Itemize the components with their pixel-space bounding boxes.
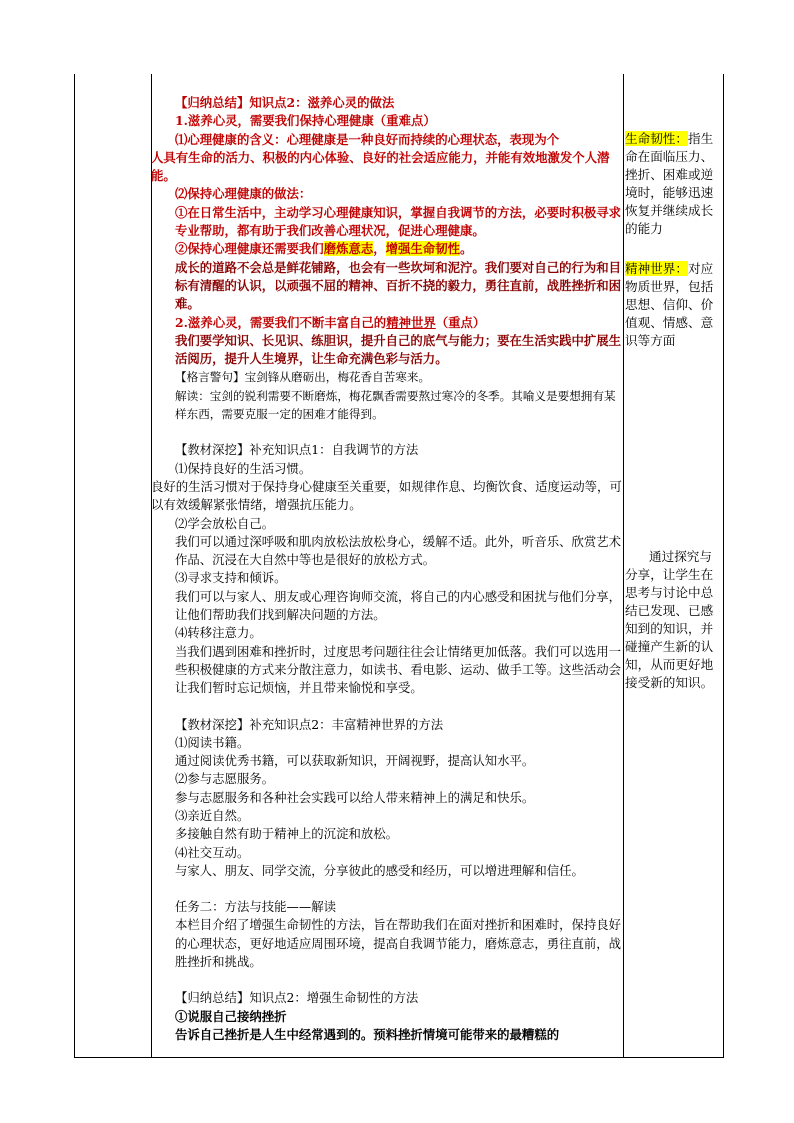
task-2-text: 本栏目介绍了增强生命韧性的方法，旨在帮助我们在面对挫折和困难时，保持良好的心理状态，更好地适应周围环境，提高自我调节能力，磨炼意志，勇往直前，战胜挫折和挑战。 [175, 917, 622, 970]
list-item-text: 我们可以通过深呼吸和肌肉放松法放松身心，缓解不适。此外，听音乐、欣赏艺术作品、沉浸在大自然中等也是很好的放松方式。 [175, 533, 622, 568]
paragraph-definition: ⑴心理健康的含义：心理健康是一种良好而持续的心理状态，表现为个 [175, 131, 560, 147]
list-item: ①说服自己接纳挫折 [175, 1008, 287, 1024]
list-item: ⑶亲近自然。 [175, 807, 250, 823]
side-note-term: 生命韧性： [625, 131, 688, 146]
side-note-spirit: 精神世界：对应物质世界，包括思想、信仰、价值观、情感、意识等方面 [625, 261, 714, 348]
paragraph-definition-cont: 人具有生命的活力、积极的内心体验、良好的社会适应能力，并能有效地激发个人潜能。 [151, 149, 610, 184]
table-border-bottom [74, 1057, 724, 1058]
summary-title: 【归纳总结】知识点2：增强生命韧性的方法 [175, 990, 419, 1006]
list-item: ⑷转移注意力。 [175, 625, 262, 641]
paragraph-spirit: 我们要学知识、长见识、练胆识，提升自己的底气与能力；要在生活实践中扩展生活阅历，提升人生境界，让生命充满色彩与活力。 [175, 332, 622, 367]
table-border-right [723, 74, 724, 1058]
motto: 【格言警句】宝剑锋从磨砺出，梅花香自苦寒来。 [175, 370, 431, 385]
list-item-text: 告诉自己挫折是人生中经常遇到的。预料挫折情境可能带来的最糟糕的 [175, 1026, 560, 1042]
list-item-text: 与家人、朋友、同学交流，分享彼此的感受和经历，可以增进理解和信任。 [175, 862, 584, 878]
highlight-resilience: 增强生命韧性 [385, 241, 460, 257]
main-content [151, 94, 623, 1044]
list-item: ⑶寻求支持和倾诉。 [175, 570, 287, 586]
list-item-text: 通过阅读优秀书籍，可以获取新知识，开阔视野，提高认知水平。 [175, 753, 535, 769]
heading-1: 1.滋养心灵，需要我们保持心理健康（重难点） [175, 113, 436, 129]
list-item: ⑵参与志愿服务。 [175, 771, 275, 787]
paragraph-growth: 成长的道路不会总是鲜花铺路，也会有一些坎坷和泥泞。我们要对自己的行为和目标有清醒的认识，以顽强不屈的精神、百折不挠的毅力，勇往直前，战胜挫折和困难。 [175, 259, 622, 312]
supplement-2-title: 【教材深挖】补充知识点2：丰富精神世界的方法 [175, 716, 444, 732]
side-note-term: 精神世界： [625, 261, 688, 276]
list-item-text: 多接触自然有助于精神上的沉淀和放松。 [175, 826, 399, 842]
list-item: ⑵学会放松自己。 [175, 515, 275, 531]
list-item-text: 当我们遇到困难和挫折时，过度思考问题往往会让情绪更加低落。我们可以选用一些积极健康的方式来分散注意力，如读书、看电影、运动、做手工等。这些活动会让我们暂时忘记烦恼，并且带来愉悦和享受。 [175, 643, 622, 696]
list-item-text: 我们可以与家人、朋友或心理咨询师交流，将自己的内心感受和困扰与他们分享，让他们帮助我们找到解决问题的方法。 [175, 588, 622, 623]
section-title: 【归纳总结】知识点2：滋养心灵的做法 [175, 95, 395, 110]
highlight-willpower: 磨炼意志 [323, 241, 374, 257]
motto-explanation: 解读：宝剑的锐利需要不断磨炼，梅花飘香需要熬过寒冷的冬季。其喻义是要想拥有某样东西，需要克服一定的困难才能得到。 [175, 388, 616, 422]
heading-2: 2.滋养心灵，需要我们不断丰富自己的精神世界（重点） [175, 314, 486, 330]
supplement-1-title: 【教材深挖】补充知识点1：自我调节的方法 [175, 442, 419, 458]
list-item: ⑴阅读书籍。 [175, 734, 250, 750]
list-item: ⑷社交互动。 [175, 844, 250, 860]
paragraph-method-heading: ⑵保持心理健康的做法： [175, 186, 312, 202]
side-note-resilience: 生命韧性：指生命在面临压力、挫折、困难或逆境时，能够迅速恢复并继续成长的能力 [625, 131, 714, 236]
table-divider-2 [623, 74, 624, 1058]
paragraph-method-1: ①在日常生活中，主动学习心理健康知识，掌握自我调节的方法，必要时积极寻求专业帮助，都有助于我们改善心理状况，促进心理健康。 [175, 204, 622, 239]
list-item-text: 参与志愿服务和各种社会实践可以给人带来精神上的满足和快乐。 [175, 789, 535, 805]
table-border-left [74, 74, 75, 1058]
list-item: ⑴保持良好的生活习惯。 [175, 460, 312, 476]
task-2-title: 任务二：方法与技能——解读 [175, 899, 337, 915]
side-note-teaching: 通过探究与分享，让学生在思考与讨论中总结已发现、已感知到的知识，并碰撞产生新的认知，从而更好地接受新的知识。 [625, 549, 714, 690]
list-item-text: 良好的生活习惯对于保持身心健康至关重要，如规律作息、均衡饮食、适度运动等，可以有效缓解紧张情绪，增强抗压能力。 [151, 478, 622, 513]
paragraph-method-2: ②保持心理健康还需要我们磨炼意志，增强生命韧性。 [175, 241, 473, 257]
